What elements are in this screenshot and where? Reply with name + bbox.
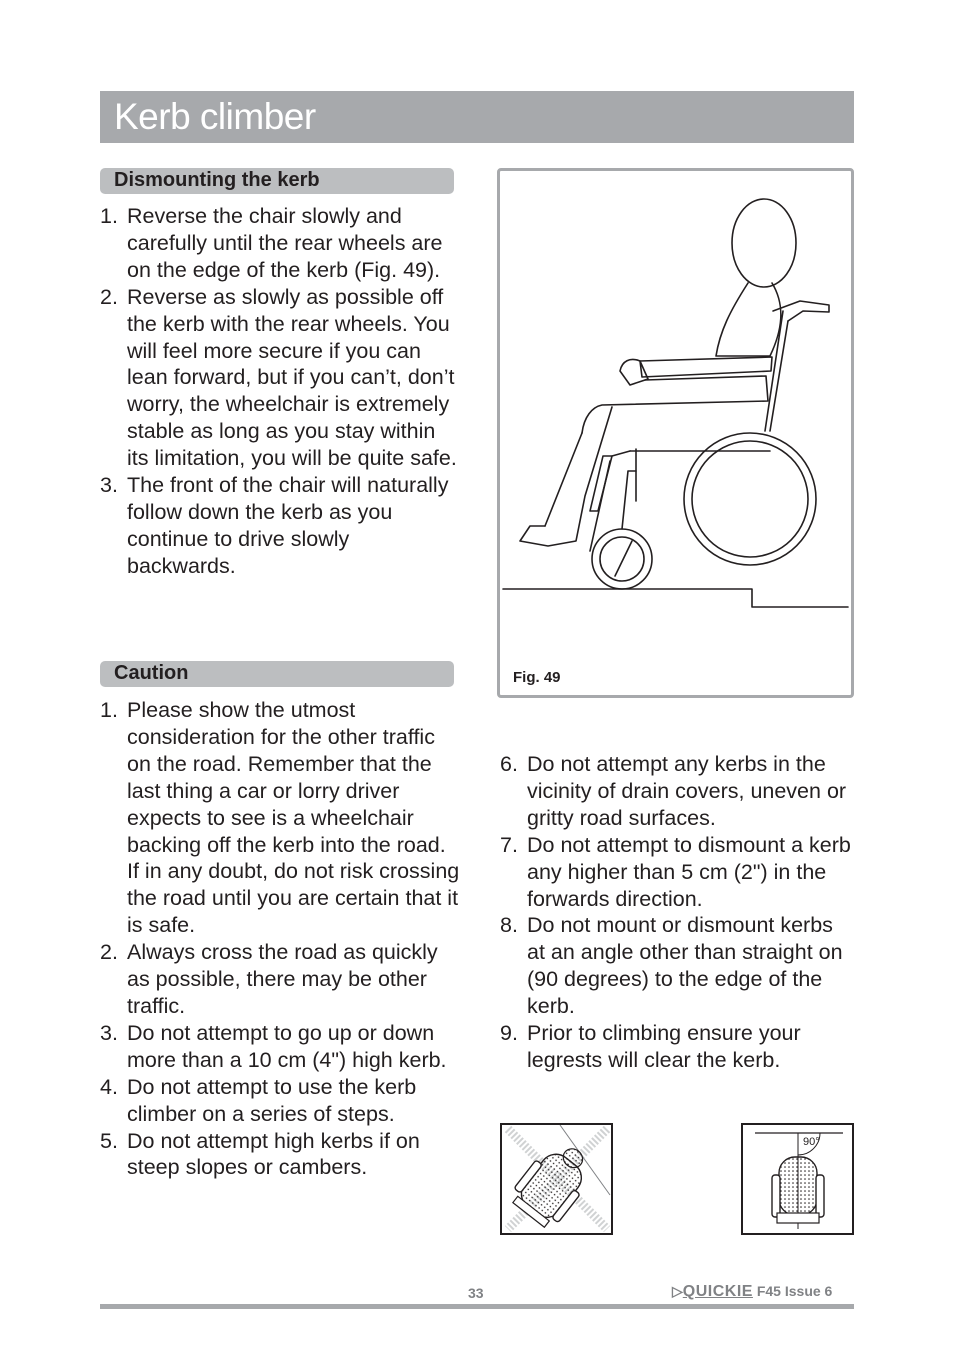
list-item: 8. Do not mount or dismount kerbs at an angle other than straight on (90 degrees) to the edge of the kerb. (500, 913, 843, 1019)
model-name: F45 (756, 1283, 781, 1299)
list-item: 6. Do not attempt any kerbs in the vicinity of drain covers, uneven or gritty road surfaces. (500, 752, 847, 830)
page-title: Kerb climber (114, 96, 316, 137)
caution-list-right (500, 751, 854, 1074)
caution-heading-bar (100, 661, 454, 687)
dismounting-heading-bar (100, 168, 454, 194)
issue-number: Issue 6 (784, 1283, 833, 1299)
footer-rule (100, 1304, 854, 1309)
straight-approach-illustration (741, 1123, 854, 1235)
dismounting-heading: Dismounting the kerb (114, 169, 320, 191)
list-item: 2. Always cross the road as quickly as possible, there may be other traffic. (100, 940, 438, 1018)
dismounting-steps (100, 203, 460, 580)
list-item: 9. Prior to climbing ensure your legrests will clear the kerb. (500, 1021, 801, 1072)
caution-heading: Caution (114, 662, 189, 684)
angle-label: 90° (803, 1136, 820, 1148)
page-number: 33 (468, 1285, 484, 1301)
list-item: 5. Do not attempt high kerbs if on steep slopes or cambers. (100, 1128, 420, 1180)
figure-49 (497, 168, 854, 698)
brand-logo: QUICKIE (682, 1283, 753, 1300)
figure-caption: Fig. 49 (513, 669, 561, 686)
list-item: 1. Reverse the chair slowly and carefully until the rear wheels are on the edge of the kerb (Fig. 49). (100, 204, 443, 282)
caution-list-left (100, 697, 460, 1181)
list-item: 1. Please show the utmost consideration for the other traffic on the road. Remember that the last thing a car or lorry driver expects to see is a wheelchair backing off the kerb into the road. If in any doubt, do not risk crossing the road until you are certain that it is safe. (100, 698, 460, 938)
page-title-bar (100, 91, 854, 143)
list-item: 3. The front of the chair will naturally follow down the kerb as you continue to drive slowly backwards. (100, 473, 449, 578)
angled-approach-illustration (500, 1123, 613, 1235)
list-item: 3. Do not attempt to go up or down more than a 10 cm (4") high kerb. (100, 1020, 447, 1072)
list-item: 7. Do not attempt to dismount a kerb any higher than 5 cm (2") in the forwards direction. (500, 832, 851, 911)
list-item: 2. Reverse as slowly as possible off the kerb with the rear wheels. You will feel more secure if you can lean forward, but if you can’t, don’t worry, the wheelchair is extremely stable as long as you stay within its limitation, you will be quite safe. (100, 284, 457, 471)
triangle-icon: ▷ (672, 1283, 683, 1299)
list-item: 4. Do not attempt to use the kerb climber on a series of steps. (100, 1074, 417, 1126)
wheelchair-kerb-illustration (500, 171, 851, 695)
footer-brand (672, 1283, 832, 1301)
